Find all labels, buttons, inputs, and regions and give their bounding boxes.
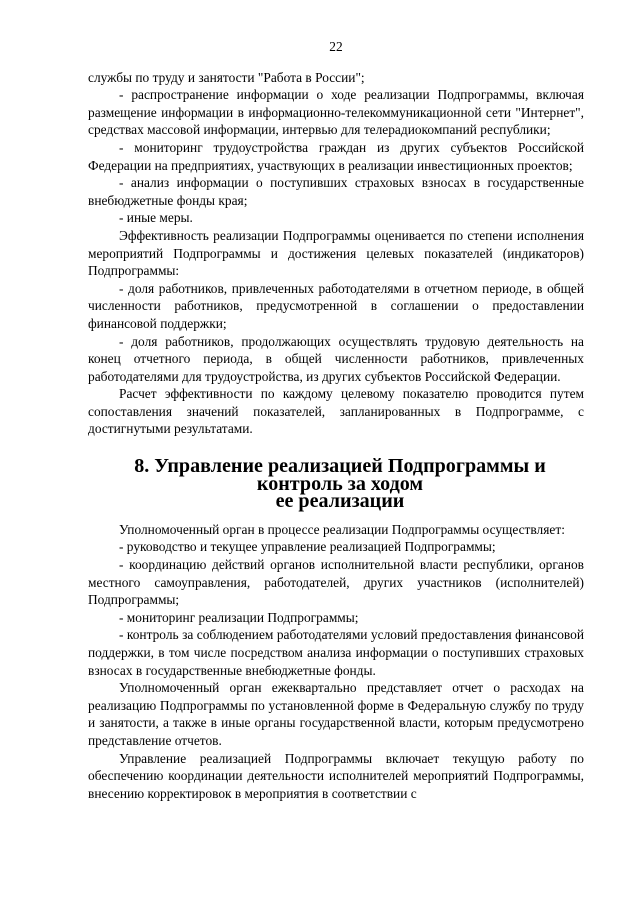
list-item: - контроль за соблюдением работодателями условий предоставления финансовой поддержки, в том числе посредством анализа информации о поступивших страховых взносах в государственные внебюджетные фонды.: [88, 627, 584, 678]
paragraph: Эффективность реализации Подпрограммы оценивается по степени исполнения мероприятий Подпрограммы и достижения целевых показателей (индикаторов) Подпрограммы:: [88, 227, 584, 279]
text-block-before: [88, 69, 584, 438]
list-item: - мониторинг трудоустройства граждан из других субъектов Российской Федерации на предприятиях, участвующих в реализации инвестиционных проектов;: [88, 139, 584, 173]
paragraph: Уполномоченный орган в процессе реализации Подпрограммы осуществляет:: [119, 521, 565, 537]
text-block-after: [88, 521, 584, 803]
paragraph: Расчет эффективности по каждому целевому показателю проводится путем сопоставления значений показателей, запланированных в Подпрограмме, с достигнутыми результатами.: [88, 386, 584, 437]
list-item: - руководство и текущее управление реализацией Подпрограммы;: [119, 539, 496, 555]
list-item: - мониторинг реализации Подпрограммы;: [119, 609, 359, 625]
paragraph-continuation: службы по труду и занятости "Работа в России";: [88, 69, 365, 85]
section-heading-line-2: ее реализации: [275, 490, 405, 513]
section-heading: [88, 455, 584, 513]
paragraph: Управление реализацией Подпрограммы включает текущую работу по обеспечению координации деятельности исполнителей мероприятий Подпрограммы, внесению корректировок в мероприятия в соответствии с: [88, 750, 584, 801]
paragraph: Уполномоченный орган ежеквартально представляет отчет о расходах на реализацию Подпрограммы по установленной форме в Федеральную службу по труду и занятости, а также в иные органы государственной власти, которым предусмотрено представление отчетов.: [88, 680, 584, 748]
list-item: - доля работников, продолжающих осуществлять трудовую деятельность на конец отчетного периода, в общей численности работников, привлеченных работодателями для трудоустройства, из других субъектов Российской Федерации.: [88, 333, 584, 384]
page-number: 22: [329, 39, 343, 54]
section-heading-line-1: 8. Управление реализацией Подпрограммы и контроль за ходом: [134, 455, 546, 495]
list-item: - иные меры.: [119, 210, 193, 226]
list-item: - координацию действий органов исполнительной власти республики, органов местного самоуправления, работодателей, других участников (исполнителей) Подпрограммы;: [88, 557, 584, 608]
list-item: - анализ информации о поступивших страховых взносах в государственные внебюджетные фонды края;: [88, 175, 584, 208]
list-item: - распространение информации о ходе реализации Подпрограммы, включая размещение информации в информационно-телекоммуникационной сети "Интернет", средствах массовой информации, интервью для телерадиокомпаний республики;: [88, 87, 584, 138]
list-item: - доля работников, привлеченных работодателями в отчетном периоде, в общей численности работников, предусмотренной в соглашении о предоставлении финансовой поддержки;: [88, 280, 584, 331]
